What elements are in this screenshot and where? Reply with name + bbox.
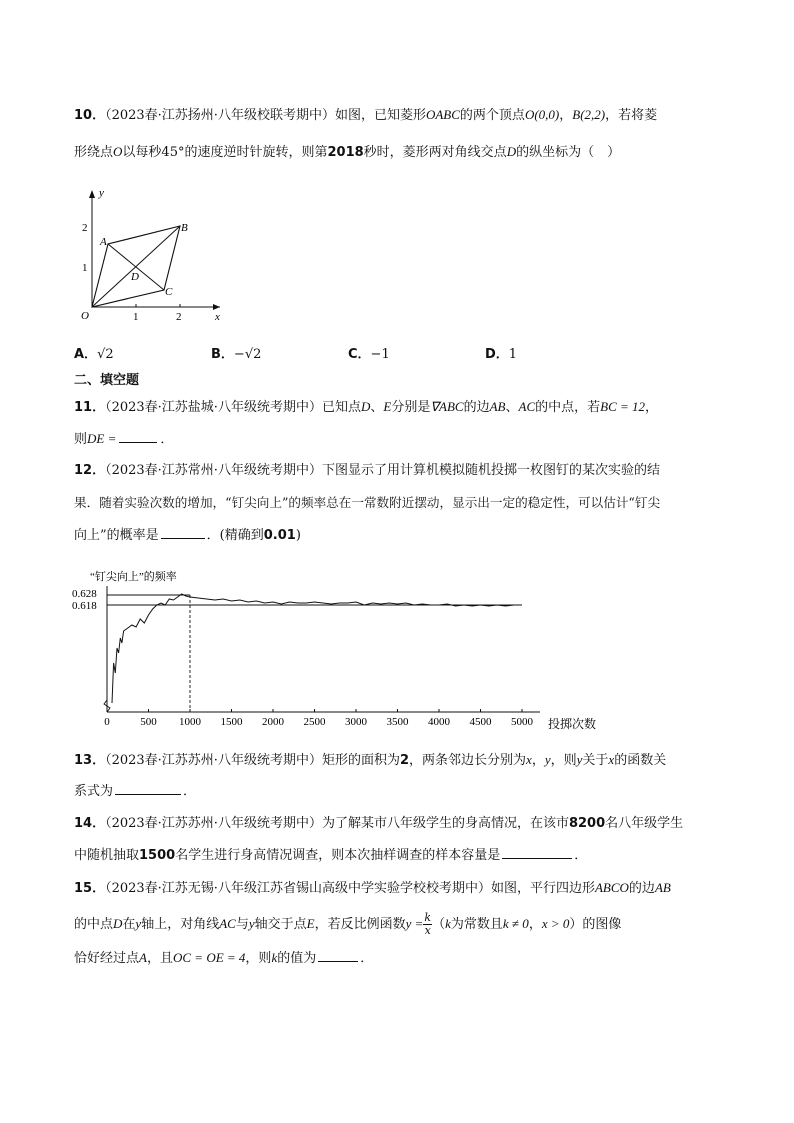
q14-source: （2023春·江苏苏州·八年级统考期中） — [105, 816, 322, 831]
q14-answer-blank[interactable] — [502, 846, 572, 859]
x-tick-label: 1000 — [179, 716, 201, 728]
q10-text: ，若将菱 — [605, 108, 658, 123]
q10-line2 — [74, 143, 724, 162]
x-tick-label: 3000 — [345, 716, 367, 728]
q15-e: E — [306, 916, 315, 931]
q15-a: A — [139, 950, 147, 965]
q15-source: （2023春·江苏无锡·八年级江苏省锡山高级中学实验学校校考期中） — [105, 881, 491, 896]
q10-d: D — [506, 144, 517, 159]
q11-e: E — [383, 399, 392, 414]
q13-y: y — [576, 752, 583, 767]
q10-text: 的速度逆时针旋转，则第 — [184, 145, 328, 160]
q14-number: 14． — [74, 816, 106, 831]
q15-text: 的中点 — [74, 917, 114, 932]
option-a-label: A． — [74, 347, 98, 362]
q12-answer-blank[interactable] — [161, 526, 205, 539]
y-tick-1: 1 — [82, 262, 88, 274]
q15-k: k — [445, 916, 451, 931]
q12-text: 下图显示了用计算机模拟随机投掷一枚图钉的某次实验的结 — [321, 463, 660, 478]
q15-text: ，则 — [245, 951, 272, 966]
q13-text: ． — [183, 784, 197, 799]
q15-fraction — [423, 912, 432, 937]
q15-ac: AC — [219, 916, 236, 931]
q13-text: ，两条邻边长分别为 — [409, 753, 527, 768]
x-tick-label: 3500 — [386, 716, 409, 728]
q15-line3 — [74, 949, 724, 968]
q13-number: 13． — [74, 753, 106, 768]
x-tick-1: 1 — [133, 311, 139, 323]
q11-de: DE = — [87, 431, 117, 446]
q15-k: k — [271, 950, 278, 965]
q11-d: D — [360, 399, 371, 414]
frequency-series-line — [112, 594, 522, 703]
q11-line2 — [74, 430, 724, 449]
q12-source: （2023春·江苏常州·八年级统考期中） — [105, 463, 322, 478]
q11-line1 — [74, 398, 724, 417]
q15-text: 恰好经过点 — [74, 951, 140, 966]
q13-source: （2023春·江苏苏州·八年级统考期中） — [105, 753, 322, 768]
q12-text: ．(精确到 — [206, 528, 264, 543]
label-a: A — [100, 236, 107, 248]
origin-label: O — [81, 310, 89, 322]
q15-text: 为常数且 — [450, 917, 503, 932]
x-axis-arrow — [213, 304, 220, 310]
q13-line2 — [74, 782, 724, 801]
q15-answer-blank[interactable] — [318, 949, 358, 962]
q13-answer-blank[interactable] — [115, 782, 181, 795]
q10-text: ， — [559, 108, 573, 123]
q13-text: 系式为 — [74, 784, 114, 799]
option-b-value: −√2 — [233, 347, 262, 362]
q10-text: 的两个顶点 — [459, 108, 525, 123]
q12-text: 向上”的概率是 — [74, 528, 159, 543]
q11-ab: AB — [489, 399, 506, 414]
option-a-value: √2 — [97, 347, 114, 362]
q13-line1 — [74, 751, 724, 770]
q15-line1 — [74, 879, 724, 898]
q14-line1 — [74, 815, 724, 833]
label-b: B — [181, 222, 188, 234]
q15-text: 的值为 — [277, 951, 317, 966]
option-d[interactable] — [485, 346, 517, 364]
q15-text: 轴上，对角线 — [141, 917, 220, 932]
q10-text: 秒时，菱形两对角线交点 — [363, 145, 507, 160]
x-tick-label: 2500 — [303, 716, 326, 728]
q15-text: （ — [432, 917, 446, 932]
q15-text: 轴交于点 — [254, 917, 307, 932]
q14-line2 — [74, 846, 724, 865]
q14-text: 中随机抽取 — [74, 848, 140, 863]
q15-equation: OC = OE = 4 — [172, 950, 246, 965]
x-tick-label: 500 — [140, 716, 157, 728]
q15-text: ， — [528, 917, 542, 932]
q11-number: 11． — [74, 400, 106, 415]
frequency-chart — [70, 560, 630, 738]
q11-source: （2023春·江苏盐城·八年级统考期中） — [105, 400, 322, 415]
diagonal-ac — [108, 244, 164, 290]
q15-condition-k: k ≠ 0 — [502, 916, 529, 931]
q12-number: 12． — [74, 463, 106, 478]
q15-text: 如图，平行四边形 — [490, 881, 595, 896]
q15-text: ，且 — [146, 951, 173, 966]
q10-source: （2023春·江苏扬州·八年级校联考期中） — [105, 108, 335, 123]
q12-precision: 0.01 — [263, 528, 296, 543]
q11-text: 的边 — [463, 400, 490, 415]
q10-o: O — [113, 144, 123, 159]
q15-y: y — [135, 916, 142, 931]
q11-bc: BC = 12 — [600, 399, 646, 414]
q15-text: ． — [360, 951, 374, 966]
q10-point-o: O(0,0) — [524, 107, 560, 122]
q13-x: x — [526, 752, 532, 767]
q15-text: 与 — [235, 917, 249, 932]
label-d: D — [131, 271, 139, 283]
x-tick-label: 1500 — [220, 716, 243, 728]
q15-text: 的边 — [628, 881, 655, 896]
q15-text: ）的图像 — [569, 917, 622, 932]
q13-area: 2 — [399, 753, 410, 768]
y-tick-2: 2 — [82, 222, 88, 234]
q14-sample: 1500 — [139, 848, 176, 863]
y-tick-label-0628: 0.628 — [72, 588, 97, 600]
q15-fraction-denominator: x — [424, 924, 431, 937]
q15-line2 — [74, 912, 724, 937]
q10-text: 如图，已知菱形 — [334, 108, 426, 123]
q15-function-y: y = — [405, 916, 424, 931]
q11-text: 则 — [74, 432, 88, 447]
q13-y: y — [544, 752, 551, 767]
q11-text: ， — [645, 400, 659, 415]
q11-text: 分别是 — [391, 400, 431, 415]
q15-text: 在 — [122, 917, 136, 932]
y-axis-label: y — [99, 187, 104, 199]
q11-triangle: ∇ABC — [430, 399, 464, 414]
q14-population: 8200 — [568, 816, 606, 831]
q10-number: 10． — [74, 108, 106, 123]
q13-text: ，则 — [550, 753, 577, 768]
q10-point-b: B(2,2) — [572, 107, 606, 122]
y-axis-arrow — [89, 190, 95, 198]
x-tick-label: 5000 — [511, 716, 533, 728]
q10-line1 — [74, 106, 724, 125]
q11-answer-blank[interactable] — [119, 430, 157, 443]
q11-text: 已知点 — [321, 400, 361, 415]
q14-text: ． — [574, 848, 588, 863]
y-tick-label-0618: 0.618 — [72, 600, 97, 612]
q10-text: 形绕点 — [74, 145, 114, 160]
q10-text: 的纵坐标为（ ） — [516, 145, 621, 160]
q11-text: ． — [160, 432, 174, 447]
q15-abco: ABCO — [594, 880, 629, 895]
option-d-label: D． — [485, 347, 509, 362]
q10-oabc: OABC — [425, 107, 460, 122]
x-tick-label: 0 — [104, 716, 110, 728]
q13-text: ， — [531, 753, 545, 768]
q15-number: 15． — [74, 881, 106, 896]
q11-text: 、 — [370, 400, 384, 415]
q11-text: 的中点，若 — [535, 400, 601, 415]
q12-line2: 果．随着实验次数的增加，“钉尖向上”的频率总在一常数附近摆动，显示出一定的稳定性，可以估计“钉尖 — [74, 495, 661, 510]
x-tick-2: 2 — [176, 311, 182, 323]
option-c[interactable] — [348, 346, 390, 364]
x-tick-label: 4500 — [469, 716, 492, 728]
option-b[interactable] — [211, 346, 261, 364]
q15-condition-x: x > 0 — [541, 916, 570, 931]
q10-text: 以每秒 — [122, 145, 162, 160]
q11-ac: AC — [518, 399, 536, 414]
q13-text: 矩形的面积为 — [321, 753, 400, 768]
option-b-label: B． — [211, 347, 234, 362]
x-axis-label: x — [215, 311, 220, 323]
q14-text: 为了解某市八年级学生的身高情况，在该市 — [321, 816, 569, 831]
label-c: C — [165, 286, 173, 298]
q13-text: 关于 — [582, 753, 609, 768]
q12-line1 — [74, 462, 724, 480]
option-c-label: C． — [348, 347, 371, 362]
q11-text: 、 — [505, 400, 519, 415]
q13-text: 的函数关 — [614, 753, 667, 768]
q13-x: x — [608, 752, 615, 767]
x-tick-label: 4000 — [428, 716, 450, 728]
q12-line3 — [74, 526, 724, 545]
q15-text: ，若反比例函数 — [314, 917, 406, 932]
q15-fraction-numerator: k — [424, 911, 432, 924]
q15-y: y — [248, 916, 255, 931]
q12-text: ) — [295, 528, 301, 543]
q14-text: 名八年级学生 — [605, 816, 684, 831]
q10-rhombus-figure — [72, 180, 232, 325]
q10-seconds: 2018 — [327, 145, 364, 160]
option-c-value: −1 — [370, 347, 390, 362]
q10-angle: 45° — [161, 145, 185, 160]
chart-title: “钉尖向上”的频率 — [90, 571, 177, 583]
option-d-value: 1 — [508, 347, 518, 362]
q14-text: 名学生进行身高情况调查，则本次抽样调查的样本容量是 — [175, 848, 501, 863]
x-tick-label: 2000 — [262, 716, 284, 728]
chart-x-label: 投掷次数 — [548, 717, 597, 731]
section-fill-blank-heading: 二、填空题 — [74, 373, 140, 388]
option-a[interactable] — [74, 346, 114, 364]
q15-ab: AB — [654, 880, 671, 895]
q15-d: D — [113, 916, 123, 931]
